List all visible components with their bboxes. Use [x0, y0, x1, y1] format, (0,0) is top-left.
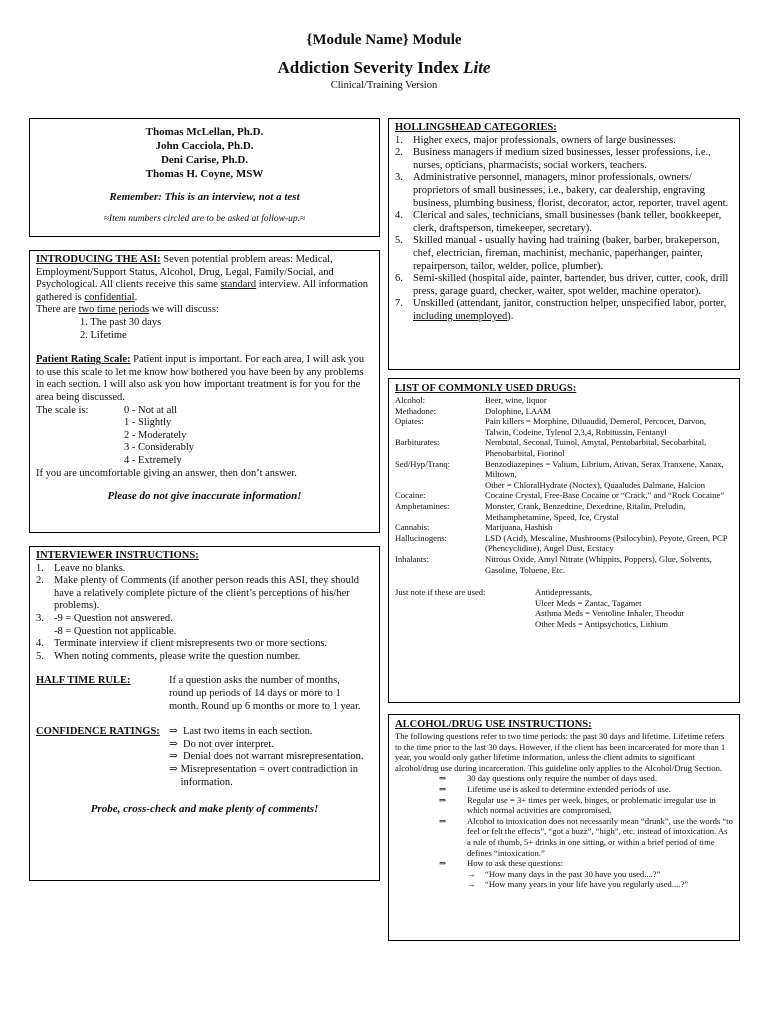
hollingshead-item: [395, 210, 733, 235]
scale-block: [36, 405, 373, 468]
item-text: Unskilled (attendant, janitor, construction helper, unspecified labor, porter,: [413, 298, 727, 310]
alcohol-item-text: Regular use = 3+ times per week, binges, or problematic irregular use in which normal activities are compromised.: [467, 794, 716, 816]
note-item: Other Meds = Antipsychotics, Lithium: [535, 618, 669, 629]
instruction-number: 3.: [36, 612, 44, 624]
arrow-icon: ⇒: [439, 815, 447, 826]
intro-text: interview. All information gathered is: [36, 279, 369, 303]
item-text-unemployed: including unemployed: [413, 310, 508, 322]
drug-row: [395, 522, 733, 533]
module-name: {Module Name} Module: [306, 32, 462, 48]
drug-row: [395, 480, 733, 491]
confidence-title: CONFIDENCE RATINGS:: [36, 726, 160, 738]
instruction-item: [36, 575, 373, 613]
instruction-text: -9 = Question not answered.: [54, 612, 173, 624]
drug-value: Nembutal, Seconal, Tuinol, Amytal, Pentobarbital, Secobarbital, Phenobarbital, Fiorinol: [485, 437, 707, 458]
note-item: Antidepressants,: [535, 587, 593, 598]
drug-label: Amphetamines:: [395, 500, 450, 511]
author-name: Deni Carise, Ph.D.: [160, 154, 249, 166]
drug-row: [395, 501, 733, 522]
author-name: Thomas McLellan, Ph.D.: [145, 126, 264, 138]
drug-value: Marijuana, Hashish: [485, 522, 553, 533]
title-main: Addiction Severity Index: [277, 58, 464, 77]
alcohol-item: [439, 784, 733, 795]
scale-item: 1 - Slightly: [124, 417, 172, 429]
author-name: Thomas H. Coyne, MSW: [145, 168, 264, 180]
intro-text-periods: two time periods: [78, 304, 150, 316]
confidence-item: [169, 764, 373, 789]
arrow-icon: ⇒: [169, 751, 178, 763]
drug-value: Monster, Crank, Benzedrine, Dexedrine, Ritalin, Preludin, Methamphetamine, Speed, Ice, Crystal: [485, 500, 686, 522]
scale-label: The scale is:: [36, 404, 89, 416]
item-number: 4.: [395, 210, 403, 222]
interviewer-box: [29, 546, 380, 881]
alcohol-item: [439, 858, 733, 869]
alcohol-item: [439, 795, 733, 816]
item-text: Higher execs, major professionals, owners of large businesses.: [413, 134, 676, 146]
confidence-text: Misrepresentation = overt contradiction in information.: [180, 763, 358, 788]
hollingshead-item: [395, 147, 733, 172]
hollingshead-list: [395, 135, 733, 324]
drug-label: Hallucinogens:: [395, 532, 448, 543]
drug-row: [395, 416, 733, 437]
time-period-item: 1. The past 30 days: [80, 316, 162, 328]
drug-value: Pain killers = Morphine, Diluaudid, Demerol, Percocet, Darvon, Talwin, Codeine, Tylenol 2,3,4, Robitussin, Fentanyl: [485, 416, 707, 437]
time-periods-intro: [36, 304, 373, 317]
page-subtitle: Clinical/Training Version: [330, 80, 438, 91]
alcohol-title: ALCOHOL/DRUG USE INSTRUCTIONS:: [395, 719, 592, 730]
author-name: John Cacciola, Ph.D.: [155, 140, 254, 152]
item-number: 3.: [395, 172, 403, 184]
confidence-text: Do not over interpret.: [183, 738, 274, 750]
instruction-number: 1.: [36, 562, 44, 574]
drug-label: Sed/Hyp/Tranq:: [395, 458, 451, 469]
intro-text: .: [134, 291, 138, 303]
right-arrow-icon: →: [467, 868, 476, 879]
item-text: Business managers if medium sized businesses, lesser professions, i.e., nurses, opticians, pharmacists, social workers, teachers.: [413, 147, 711, 171]
instruction-item: [36, 638, 373, 651]
instruction-number: 5.: [36, 650, 44, 662]
confidence-text: Denial does not warrant misrepresentation.: [183, 751, 364, 763]
confidence-item: [169, 739, 373, 752]
instruction-text: When noting comments, please write the question number.: [54, 650, 301, 662]
drug-value: Benzodiazepines = Valium, Librium, Ativan, Serax Tranxene, Xanax, Miltown,: [485, 458, 724, 480]
hollingshead-title: HOLLINGSHEAD CATEGORIES:: [395, 122, 557, 133]
confidence-item: [169, 726, 373, 739]
half-time-rule: [36, 675, 373, 713]
drug-value: Dolophine, LAAM: [485, 405, 551, 416]
confidence-item: [169, 751, 373, 764]
hollingshead-item: [395, 172, 733, 210]
drug-row: [395, 437, 733, 458]
scale-item: 4 - Extremely: [124, 454, 182, 466]
page-title: [0, 58, 768, 78]
instruction-item: [36, 626, 373, 639]
note-item: Asthma Meds = Ventoline Inhaler, Theodur: [535, 608, 685, 619]
arrow-icon: ⇒: [439, 858, 447, 869]
hollingshead-box: [388, 118, 740, 370]
item-number: 2.: [395, 147, 403, 159]
drug-label: Inhalants:: [395, 553, 429, 564]
instruction-number: 4.: [36, 638, 44, 650]
instruction-list: [36, 563, 373, 664]
title-lite: Lite: [463, 58, 491, 77]
drug-row: [395, 395, 733, 406]
arrow-icon: ⇒: [439, 794, 447, 805]
drugs-box: [388, 378, 740, 703]
drug-row: [395, 406, 733, 417]
drug-label: Cannabis:: [395, 522, 430, 533]
intro-text: we will discuss:: [149, 304, 219, 316]
alcohol-intro: The following questions refer to two time periods: the past 30 days and lifetime. Lifetime refers to the time prior to the last 30 days. However, if the client has been incarcerated for more than 1 year, you would only gather lifetime information, unless the client admits to significant alcohol/drug use during incarceration. This guideline only applies to the Alcohol/Drug Section.: [395, 731, 726, 773]
alcohol-subitem: [439, 879, 733, 890]
rating-title: Patient Rating Scale:: [36, 354, 131, 366]
alcohol-item-text: 30 day questions only require the number of days used.: [467, 773, 657, 784]
drug-label: Opiates:: [395, 416, 424, 427]
alcohol-item-text: Alcohol to intoxication does not necessarily mean “drunk”, use the words “to feel or felt the effects”, “got a buzz”, “high”, etc. instead of intoxication. As a rule of thumb, 5+ drinks in one sitting, or within a brief period of time defines “intoxication.”: [467, 815, 733, 858]
scale-item: 0 - Not at all: [124, 404, 178, 416]
arrow-icon: ⇒: [169, 726, 178, 738]
drug-label: Barbiturates:: [395, 437, 440, 448]
intro-text-confidential: confidential: [84, 291, 135, 303]
uncomfortable-note: If you are uncomfortable giving an answer, then don’t answer.: [36, 467, 297, 479]
alcohol-subitem-text: “How many days in the past 30 have you used....?”: [485, 868, 661, 879]
drug-value: LSD (Acid), Mescaline, Mushrooms (Psilocybin), Peyote, Green, PCP (Phencyclidine), Angel Dust, Ecstacy: [485, 532, 728, 554]
hollingshead-item: [395, 235, 733, 273]
drug-value: Other = ChloralHydrate (Noctex), Quaaludes Dalmane, Halcion: [485, 479, 706, 490]
rating-paragraph: [36, 354, 373, 404]
alcohol-list: [395, 773, 733, 890]
instruction-text: -8 = Question not applicable.: [54, 625, 177, 637]
item-text: Clerical and sales, technicians, small businesses (bank teller, bookkeeper, clerk, draftsperson, timekeeper, secretary).: [413, 210, 722, 234]
drug-row: [395, 459, 733, 480]
drug-value: Cocaine Crystal, Free-Base Cocaine or “Crack,” and “Rock Cocaine”: [485, 490, 725, 501]
intro-title: INTRODUCING THE ASI:: [36, 254, 161, 265]
item-number: 6.: [395, 273, 403, 285]
alcohol-drug-box: [388, 714, 740, 941]
hollingshead-item: [395, 298, 733, 323]
instruction-number: 2.: [36, 575, 44, 587]
instruction-item: [36, 613, 373, 626]
item-text: Skilled manual - usually having had training (baker, barber, brakeperson, chef, electrician, fireman, machinist, mechanic, paperhanger, painter, repairperson, tailor, welder, police, plumber).: [413, 235, 720, 272]
intro-paragraph: [36, 254, 373, 304]
drug-label: [395, 480, 485, 491]
right-arrow-icon: →: [467, 879, 476, 890]
intro-text: Seven potential problem areas: Medical, Employment/Support Status, Alcohol, Drug, Legal, Family/Social, and Psychological. All clients receive this same: [36, 254, 334, 291]
interviewer-title: INTERVIEWER INSTRUCTIONS:: [36, 550, 199, 561]
confidence-text: Last two items in each section.: [183, 726, 313, 738]
drug-row: [395, 490, 733, 501]
authors-box: [29, 118, 380, 237]
introducing-box: [29, 250, 380, 533]
drug-value: Beer, wine, liquor: [485, 395, 547, 405]
instruction-item: [36, 651, 373, 664]
drug-label: Alcohol:: [395, 395, 426, 405]
drugs-title: LIST OF COMMONLY USED DRUGS:: [395, 383, 577, 394]
instruction-text: Make plenty of Comments (if another person reads this ASI, they should have a relatively complete picture of the client’s perceptions of his/her problems).: [54, 575, 360, 612]
hollingshead-item: [395, 135, 733, 148]
arrow-icon: ⇒: [439, 773, 447, 784]
item-text: ).: [507, 310, 514, 322]
alcohol-subitem: [439, 869, 733, 880]
drug-row: [395, 533, 733, 554]
note-if-used: [395, 587, 733, 629]
arrow-icon: ⇒: [169, 738, 178, 750]
drug-row: [395, 554, 733, 575]
instruction-item: [36, 563, 373, 576]
alcohol-item-text: Lifetime use is asked to determine extended periods of use.: [467, 783, 671, 794]
followup-note: ≈Item numbers circled are to be asked at follow-up.≈: [103, 213, 306, 224]
item-number: 1.: [395, 134, 403, 146]
scale-item: 2 - Moderately: [124, 429, 187, 441]
drug-label: Cocaine:: [395, 490, 426, 501]
confidence-ratings: [36, 726, 373, 789]
item-number: 7.: [395, 298, 403, 310]
note-label: Just note if these are used:: [395, 587, 486, 598]
instruction-text: Terminate interview if client misrepresents two or more sections.: [54, 638, 328, 650]
item-text: Administrative personnel, managers, minor professionals, owners/ proprietors of small businesses, i.e., bakery, car dealership, engraving business, plumbing business, florist, decorator, actor, reporter, travel agent.: [413, 172, 729, 209]
intro-text-standard: standard: [220, 279, 257, 291]
alcohol-item-text: How to ask these questions:: [467, 858, 563, 869]
half-time-text: If a question asks the number of months, round up periods of 14 days or more to 1 month. Round up 6 months or more to 1 year.: [169, 675, 361, 712]
rating-text: Patient input is important. For each area, I will ask you to use this scale to let me know how bothered you have been by any problems in each section. I will also ask you how important treatment is for you for the area being discussed.: [36, 354, 365, 403]
instruction-text: Leave no blanks.: [54, 562, 126, 574]
hollingshead-item: [395, 273, 733, 298]
arrow-icon: ⇒: [439, 783, 447, 794]
remember-note: Remember: This is an interview, not a test: [109, 191, 300, 203]
item-text: Semi-skilled (hospital aide, painter, bartender, bus driver, cutter, cook, drill press, garage guard, checker, waiter, spot welder, machine operator).: [413, 273, 729, 297]
alcohol-item: [439, 816, 733, 858]
probe-note: Probe, cross-check and make plenty of comments!: [90, 803, 319, 816]
please-note: Please do not give inaccurate information!: [107, 490, 302, 503]
scale-item: 3 - Considerably: [124, 442, 194, 454]
drug-label: Methadone:: [395, 405, 437, 416]
alcohol-item: [439, 773, 733, 784]
intro-text: There are: [36, 304, 79, 316]
confidence-list: [169, 726, 373, 789]
drug-value: Nitrous Oxide, Amyl Nitrate (Whippits, Poppers), Glue, Solvents, Gasoline, Toluene, Etc.: [485, 553, 712, 575]
note-item: Ulcer Meds = Zantac, Tagamet: [535, 597, 642, 608]
alcohol-subitem-text: “How many years in your life have you regularly used....?”: [485, 879, 689, 890]
half-time-title: HALF TIME RULE:: [36, 675, 131, 687]
time-period-item: 2. Lifetime: [80, 329, 127, 341]
item-number: 5.: [395, 235, 403, 247]
arrow-icon: ⇒: [169, 763, 178, 775]
